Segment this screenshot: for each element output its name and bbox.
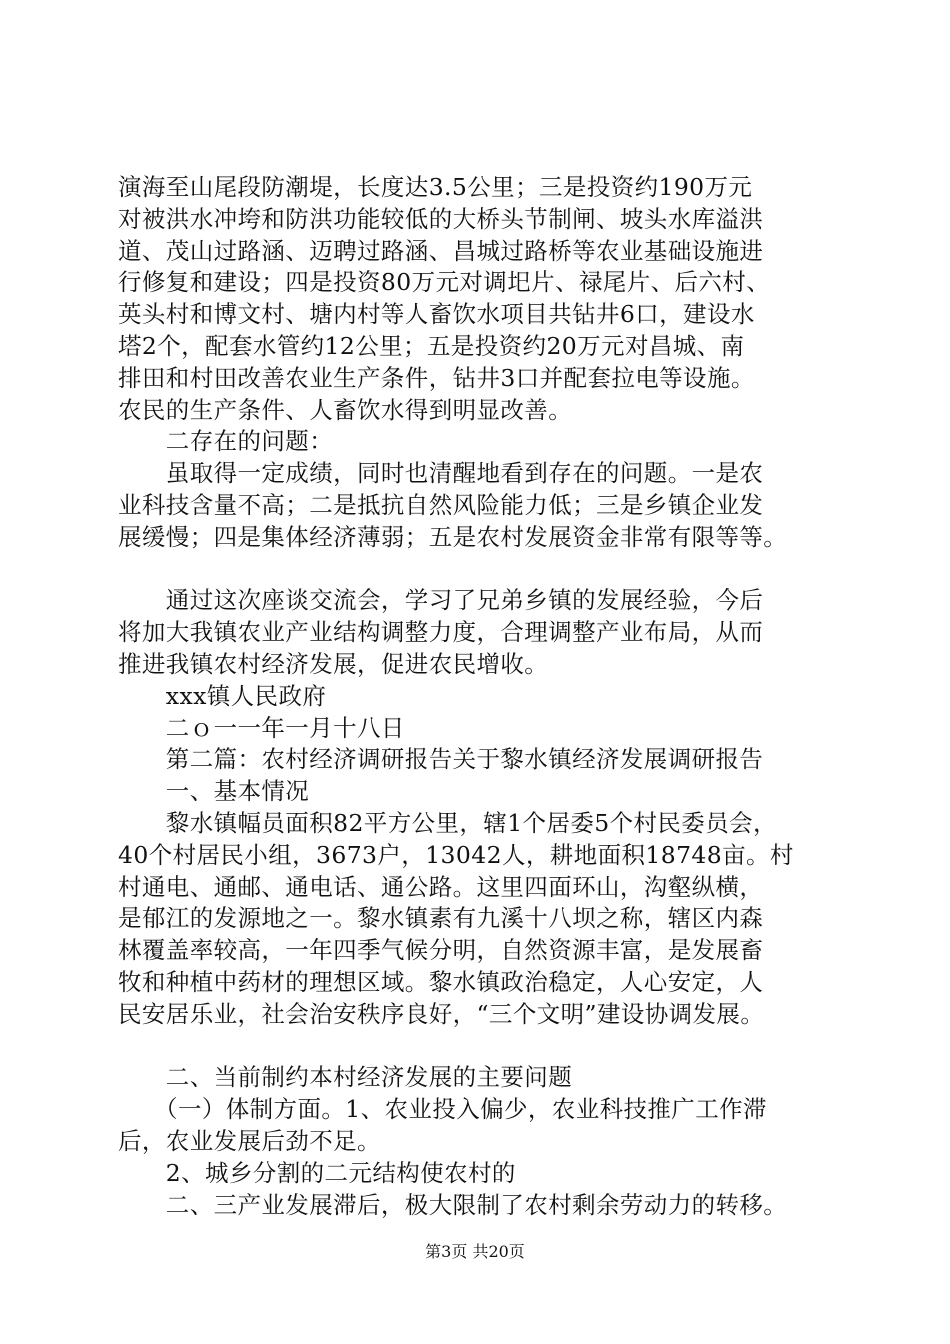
text-line: 民安居乐业，社会治安秩序良好，“三个文明”建设协调发展。 xyxy=(118,999,765,1028)
text-line: 排田和村田改善农业生产条件，钻井3口并配套拉电等设施。 xyxy=(118,363,755,392)
text-line: 二、三产业发展滞后，极大限制了农村剩余劳动力的转移。 xyxy=(118,1190,788,1219)
text-line: 后，农业发展后劲不足。 xyxy=(118,1126,381,1155)
text-line: 是郁江的发源地之一。黎水镇素有九溪十八坝之称，辖区内森 xyxy=(118,904,764,933)
blank-line xyxy=(118,554,858,586)
text-line: 将加大我镇农业产业结构调整力度，合理调整产业布局，从而 xyxy=(118,618,764,647)
text-line: 40个村居民小组，3673户，13042人，耕地面积18748亩。村 xyxy=(118,840,794,869)
section-heading: 一、基本情况 xyxy=(118,777,310,806)
text-line: 2、城乡分割的二元结构使农村的 xyxy=(118,1158,516,1187)
signature-org: xxx镇人民政府 xyxy=(118,681,327,710)
signature-date: 二ｏ一一年一月十八日 xyxy=(118,713,405,742)
text-line: 林覆盖率较高，一年四季气候分明，自然资源丰富，是发展畜 xyxy=(118,936,764,965)
text-line: 对被洪水冲垮和防洪功能较低的大桥头节制闸、坡头水库溢洪 xyxy=(118,204,764,233)
text-line: 牧和种植中药材的理想区域。黎水镇政治稳定，人心安定，人 xyxy=(118,967,764,996)
page-number-footer: 第3页 共20页 xyxy=(425,1242,525,1261)
text-line: （一）体制方面。1、农业投入偏少，农业科技推广工作滞 xyxy=(118,1095,767,1124)
text-line: 演海至山尾段防潮堤，长度达3.5公里；三是投资约190万元 xyxy=(118,173,753,201)
text-line: 塔2个，配套水管约12公里；五是投资约20万元对昌城、南 xyxy=(118,331,745,360)
text-line: 推进我镇农村经济发展，促进农民增收。 xyxy=(118,649,549,678)
chapter-title: 第二篇：农村经济调研报告关于黎水镇经济发展调研报告 xyxy=(118,745,764,774)
blank-line xyxy=(118,1031,858,1063)
text-line: 通过这次座谈交流会，学习了兄弟乡镇的发展经验，今后 xyxy=(118,586,764,615)
text-line: 黎水镇幅员面积82平方公里，辖1个居委5个村民委员会， xyxy=(118,808,777,837)
text-line: 村通电、通邮、通电话、通公路。这里四面环山，沟壑纵横， xyxy=(118,872,764,901)
text-line: 英头村和博文村、塘内村等人畜饮水项目共钻井6口，建设水 xyxy=(118,300,755,329)
section-heading: 二、当前制约本村经济发展的主要问题 xyxy=(118,1063,573,1092)
text-line: 展缓慢；四是集体经济薄弱；五是农村发展资金非常有限等等。 xyxy=(118,522,788,551)
text-line: 道、茂山过路涵、迈聘过路涵、昌城过路桥等农业基础设施进 xyxy=(118,236,764,265)
body-text xyxy=(118,172,858,1221)
text-line: 业科技含量不高；二是抵抗自然风险能力低；三是乡镇企业发 xyxy=(118,490,764,519)
text-line: 农民的生产条件、人畜饮水得到明显改善。 xyxy=(118,395,573,424)
text-line: 行修复和建设；四是投资80万元对调圯片、禄尾片、后六村、 xyxy=(118,268,771,297)
text-line: 虽取得一定成绩，同时也清醒地看到存在的问题。一是农 xyxy=(118,459,764,488)
section-heading: 二存在的问题： xyxy=(118,427,334,456)
